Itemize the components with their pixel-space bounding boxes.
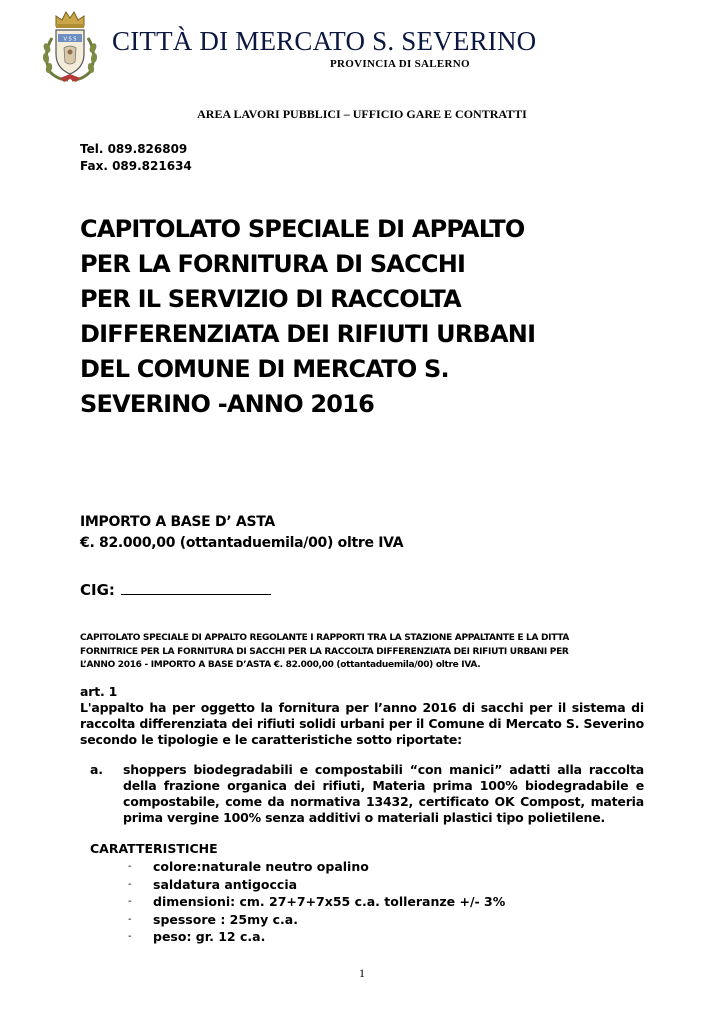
dash-bullet-icon: - bbox=[128, 861, 132, 872]
characteristic-item: - saldatura antigoccia bbox=[128, 876, 298, 892]
characteristics-heading: CARATTERISTICHE bbox=[90, 841, 218, 856]
svg-text:V S S: V S S bbox=[63, 36, 77, 43]
cig-label: CIG: bbox=[80, 581, 115, 599]
characteristic-item: - colore:naturale neutro opalino bbox=[128, 859, 369, 874]
dash-bullet-icon: - bbox=[128, 896, 132, 907]
municipal-crest-icon bbox=[38, 8, 102, 86]
city-name: CITTÀ DI MERCATO S. SEVERINO bbox=[112, 26, 537, 56]
base-amount bbox=[80, 512, 403, 554]
document-title bbox=[80, 212, 680, 422]
department-heading: AREA LAVORI PUBBLICI – UFFICIO GARE E CONTRATTI bbox=[197, 107, 527, 121]
base-amount-label: IMPORTO A BASE D’ ASTA bbox=[80, 514, 275, 530]
title-line: DEL COMUNE DI MERCATO S. bbox=[80, 355, 449, 383]
dash-bullet-icon: - bbox=[128, 878, 132, 890]
summary-line: CAPITOLATO SPECIALE DI APPALTO REGOLANTE I RAPPORTI TRA LA STAZIONE APPALTANTE E LA DITTA bbox=[80, 633, 570, 643]
characteristic-item: - peso: gr. 12 c.a. bbox=[128, 929, 266, 944]
page-number: 1 bbox=[359, 966, 365, 980]
contact-info bbox=[80, 141, 192, 175]
characteristic-item: - dimensioni: cm. 27+7+7x55 c.a. tolleranze +/- 3% bbox=[128, 894, 506, 909]
title-line: DIFFERENZIATA DEI RIFIUTI URBANI bbox=[80, 320, 536, 348]
fax-number: Fax. 089.821634 bbox=[80, 159, 192, 173]
province-name: PROVINCIA DI SALERNO bbox=[330, 58, 470, 70]
title-line: SEVERINO -ANNO 2016 bbox=[80, 390, 374, 418]
list-marker: a. bbox=[90, 762, 103, 777]
characteristic-item: - spessore : 25my c.a. bbox=[128, 911, 298, 927]
list-item-a bbox=[90, 762, 644, 826]
dash-bullet-icon: - bbox=[128, 931, 132, 942]
summary-paragraph bbox=[80, 632, 644, 673]
cig-field bbox=[80, 578, 271, 599]
article-heading: art. 1 bbox=[80, 684, 118, 699]
cig-blank-line bbox=[121, 578, 271, 595]
title-line: PER LA FORNITURA DI SACCHI bbox=[80, 250, 466, 278]
summary-line: FORNITRICE PER LA FORNITURA DI SACCHI PER LA RACCOLTA DIFFERENZIATA DEI RIFIUTI URBANI PER bbox=[80, 646, 569, 657]
title-line: CAPITOLATO SPECIALE DI APPALTO bbox=[80, 215, 525, 243]
list-item-text: shoppers biodegradabili e compostabili “con manici” adatti alla raccolta della frazione organica dei rifiuti, Materia prima 100% biodegradabile e compostabile, come da normativa 13432, certificato OK Compost, materia prima vergine 100% senza additivi o materiali plastici tipo polietilene. bbox=[123, 762, 644, 825]
base-amount-value: €. 82.000,00 (ottantaduemila/00) oltre IVA bbox=[80, 535, 404, 551]
article-body: L'appalto ha per oggetto la fornitura per l’anno 2016 di sacchi per il sistema di raccolta differenziata dei rifiuti solidi urbani per il Comune di Mercato S. Severino secondo le tipologie e le caratteristiche sotto riportate: bbox=[80, 700, 644, 747]
telephone-number: Tel. 089.826809 bbox=[80, 142, 188, 156]
article-1 bbox=[80, 684, 644, 748]
title-line: PER IL SERVIZIO DI RACCOLTA bbox=[80, 285, 461, 313]
summary-line: L’ANNO 2016 - IMPORTO A BASE D’ASTA €. 82.000,00 (ottantaduemila/00) oltre IVA. bbox=[80, 660, 481, 670]
dash-bullet-icon: - bbox=[128, 913, 132, 925]
characteristics-list bbox=[128, 858, 505, 946]
